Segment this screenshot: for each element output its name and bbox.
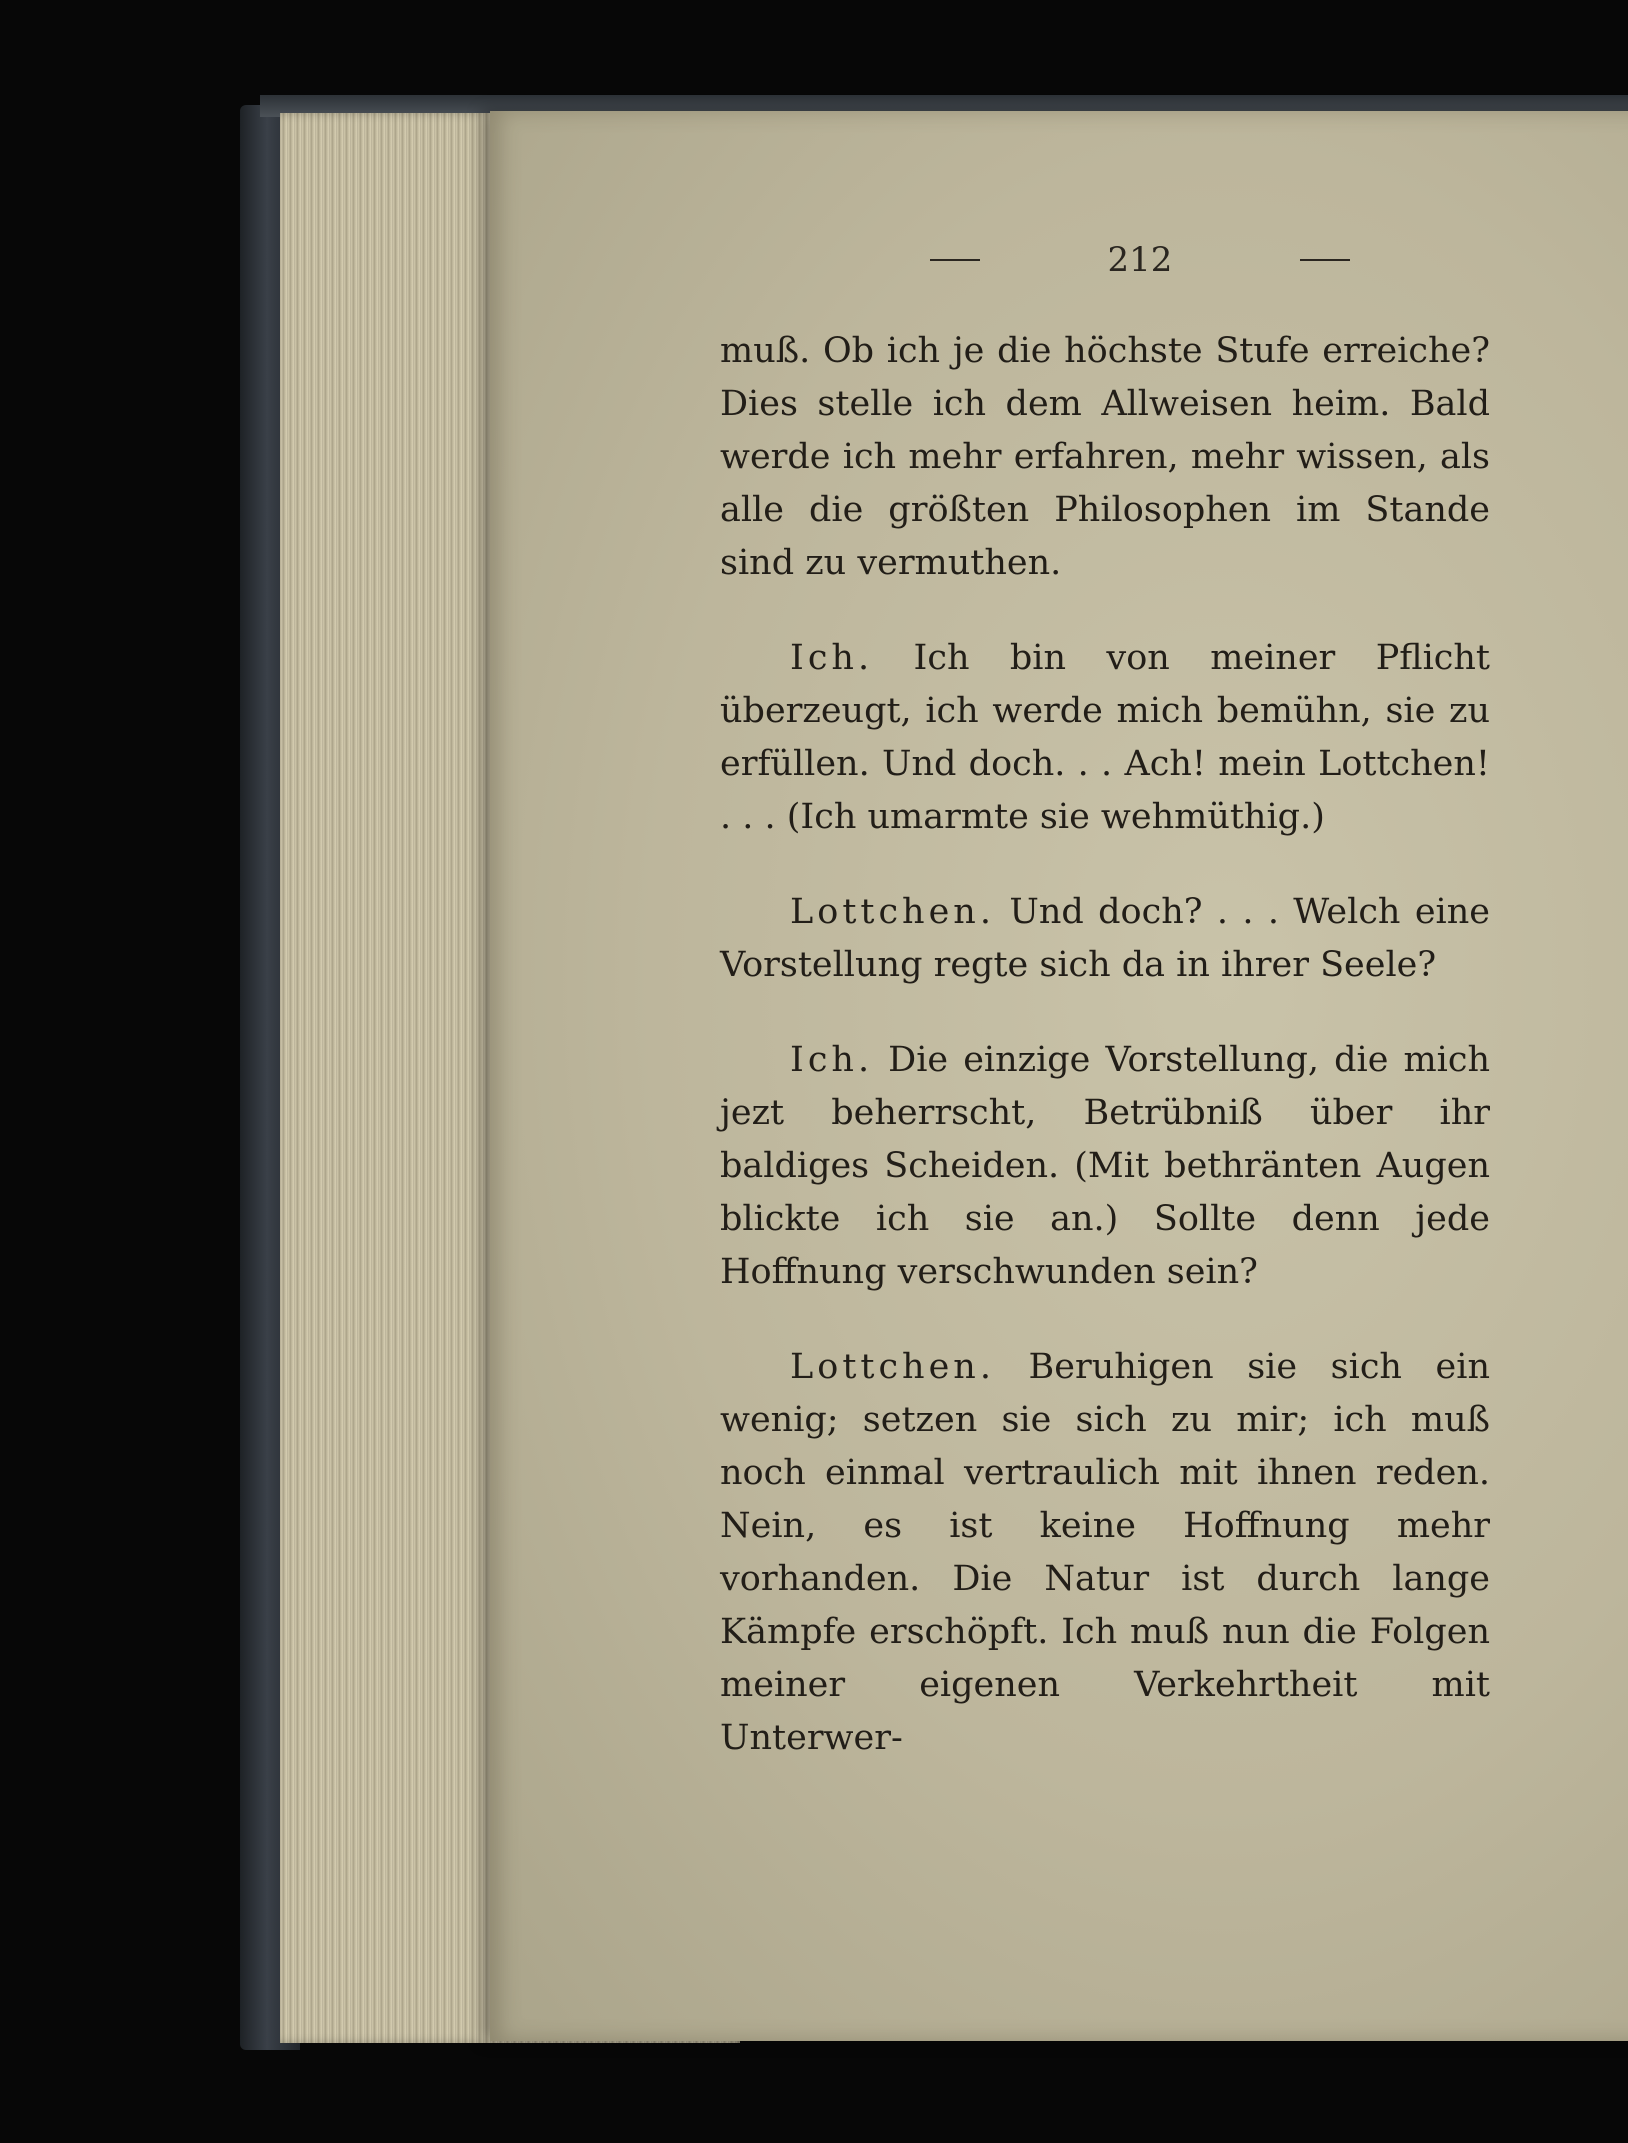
paragraph bbox=[720, 325, 1490, 590]
header-dash-left bbox=[930, 259, 980, 261]
speaker-name: Lottchen. bbox=[790, 1347, 995, 1387]
header-dash-right bbox=[1300, 259, 1350, 261]
paragraph-text: Ich bin von meiner Pflicht überzeugt, ich werde mich bemühn, sie zu erfüllen. Und doch. . . Ach! mein Lottchen! . . . (Ich umarmte sie wehmüthig.) bbox=[720, 638, 1490, 837]
paragraph bbox=[720, 632, 1490, 844]
paragraph-text: Die einzige Vorstellung, die mich jezt beherrscht, Betrübniß über ihr baldiges Scheiden. (Mit bethränten Augen blickte ich sie an.) Sollte denn jede Hoffnung verschwunden sein? bbox=[720, 1040, 1490, 1292]
paragraph bbox=[720, 886, 1490, 992]
paragraph-text: Und doch? . . . Welch eine Vorstellung regte sich da in ihrer Seele? bbox=[720, 892, 1490, 985]
speaker-name: Ich. bbox=[790, 638, 874, 678]
paragraph-text: Beruhigen sie sich ein wenig; setzen sie sich zu mir; ich muß noch einmal vertraulich mit ihnen reden. Nein, es ist keine Hoffnung mehr vorhanden. Die Natur ist durch lange Kämpfe erschöpft. Ich muß nun die Folgen meiner eigenen Verkehrtheit mit Unterwer- bbox=[720, 1347, 1490, 1758]
page-text bbox=[720, 325, 1490, 1807]
paragraph bbox=[720, 1034, 1490, 1299]
paragraph-text: muß. Ob ich je die höchste Stufe erreiche? Dies stelle ich dem Allweisen heim. Bald werde ich mehr erfahren, mehr wissen, als alle die größten Philosophen im Stande sind zu vermuthen. bbox=[720, 331, 1490, 583]
speaker-name: Lottchen. bbox=[790, 892, 995, 932]
paragraph bbox=[720, 1341, 1490, 1765]
page-header bbox=[930, 240, 1350, 280]
speaker-name: Ich. bbox=[790, 1040, 874, 1080]
page-number: 212 bbox=[1107, 240, 1173, 280]
